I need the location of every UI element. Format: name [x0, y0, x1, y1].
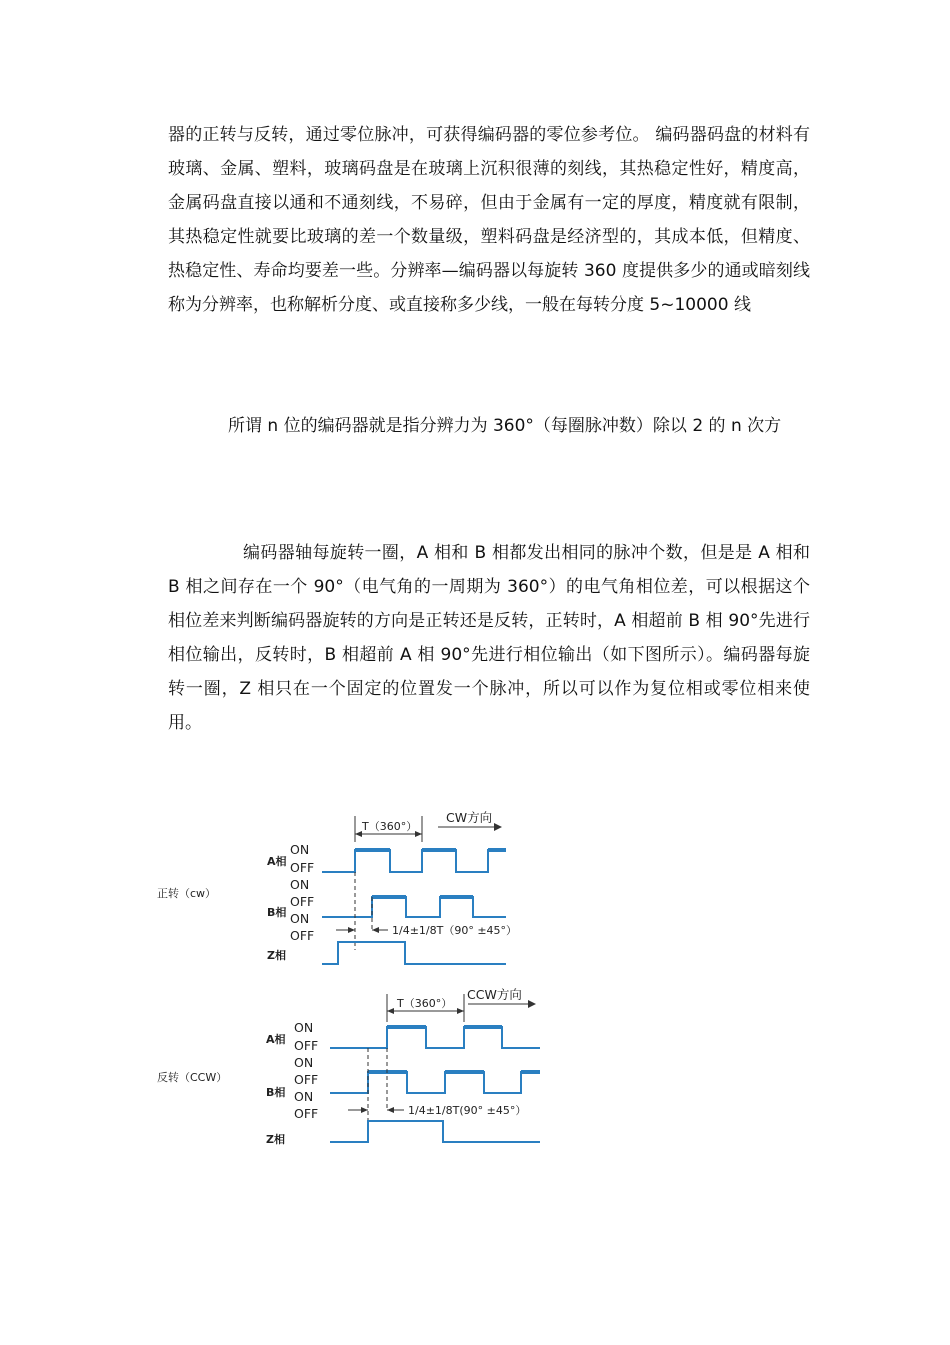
- ccw-phase-b-waveform: [330, 1072, 540, 1093]
- ccw-phase-z-waveform: [330, 1121, 540, 1142]
- ccw-a-off-label: OFF: [294, 1038, 319, 1053]
- ccw-period-label: T（360°）: [397, 997, 453, 1010]
- cw-a-off-label: OFF: [290, 860, 315, 875]
- cw-phase-z-waveform: [322, 942, 506, 964]
- ccw-phase-z-label: Z相: [266, 1133, 285, 1146]
- ccw-phase-b-label: B相: [266, 1086, 286, 1099]
- cw-phase-b-waveform: [322, 897, 506, 917]
- ccw-a-on-label: ON: [294, 1020, 314, 1035]
- ccw-timing-group: [157, 987, 540, 1146]
- cw-phase-z-label: Z相: [267, 949, 286, 962]
- cw-phase-a-waveform: [322, 850, 506, 872]
- cw-b-on-top-label: ON: [290, 877, 310, 892]
- encoder-timing-diagram: [150, 800, 560, 1150]
- ccw-period-arrow-right: [457, 1008, 464, 1014]
- ccw-mode-label: 反转（CCW）: [157, 1071, 228, 1084]
- cw-b-off-bottom-label: OFF: [290, 928, 315, 943]
- cw-mode-label: 正转（cw）: [157, 887, 217, 900]
- ccw-phase-a-label: A相: [266, 1033, 286, 1046]
- cw-a-on-label: ON: [290, 842, 310, 857]
- ccw-offset-arrowhead-left: [361, 1107, 368, 1113]
- ccw-b-on-label: ON: [294, 1089, 314, 1104]
- ccw-b-off-bottom-label: OFF: [294, 1106, 319, 1121]
- cw-period-arrow-left: [355, 831, 362, 837]
- cw-timing-group: [157, 810, 517, 964]
- ccw-direction-arrowhead: [528, 1000, 536, 1008]
- cw-direction-arrowhead: [494, 823, 502, 831]
- cw-offset-arrowhead-right: [372, 927, 379, 933]
- cw-period-label: T（360°）: [362, 820, 418, 833]
- paragraph-phase-difference: 编码器轴每旋转一圈，A 相和 B 相都发出相同的脉冲个数，但是是 A 相和 B 相之间存在一个 90°（电气角的一周期为 360°）的电气角相位差，可以根据这个相位差来判断编码器旋转的方向是正转还是反转，正转时，A 相超前 B 相 90°先进行相位输出，反转时，B 相超前 A 相 90°先进行相位输出（如下图所示）。编码器每旋转一圈，Z 相只在一个固定的位置发一个脉冲，所以可以作为复位相或零位相来使用。: [168, 543, 810, 733]
- ccw-b-off-label: OFF: [294, 1072, 319, 1087]
- paragraph-encoder-disc: 器的正转与反转，通过零位脉冲，可获得编码器的零位参考位。 编码器码盘的材料有玻璃、金属、塑料，玻璃码盘是在玻璃上沉积很薄的刻线，其热稳定性好，精度高，金属码盘直接以通和不通刻线，不易碎，但由于金属有一定的厚度，精度就有限制，其热稳定性就要比玻璃的差一个数量级，塑料码盘是经济型的，其成本低，但精度、热稳定性、寿命均要差一些。分辨率—编码器以每旋转 360 度提供多少的通或暗刻线称为分辨率，也称解析分度、或直接称多少线，一般在每转分度 5~10000 线: [168, 125, 810, 315]
- ccw-b-on-top-label: ON: [294, 1055, 314, 1070]
- cw-phase-a-label: A相: [267, 855, 287, 868]
- paragraph-n-bit-encoder: 所谓 n 位的编码器就是指分辨力为 360°（每圈脉冲数）除以 2 的 n 次方: [228, 416, 782, 436]
- ccw-phase-a-waveform: [330, 1027, 540, 1048]
- cw-direction-label: CW方向: [446, 810, 493, 825]
- ccw-period-arrow-left: [387, 1008, 394, 1014]
- ccw-direction-label: CCW方向: [467, 987, 522, 1002]
- ccw-offset-arrowhead-right: [387, 1107, 394, 1113]
- cw-b-off-label: OFF: [290, 894, 315, 909]
- cw-b-on-label: ON: [290, 911, 310, 926]
- cw-offset-arrowhead-left: [348, 927, 355, 933]
- cw-offset-label: 1/4±1/8T（90° ±45°）: [392, 924, 518, 937]
- ccw-offset-label: 1/4±1/8T(90° ±45°）: [408, 1104, 527, 1117]
- cw-phase-b-label: B相: [267, 906, 287, 919]
